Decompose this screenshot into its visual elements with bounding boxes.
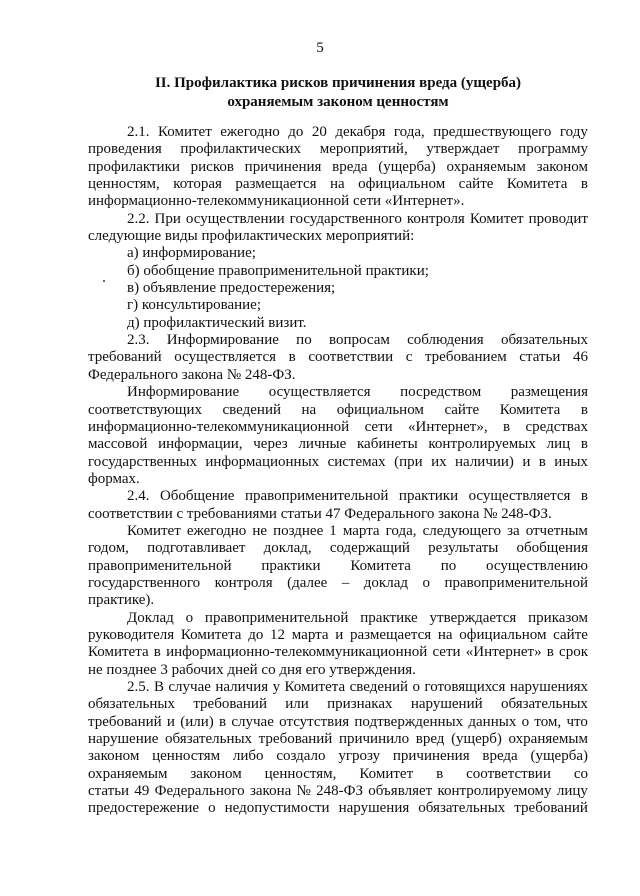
word: которая: [173, 176, 222, 193]
word: При: [154, 210, 181, 227]
word: недопустимости: [224, 800, 330, 817]
word: по: [440, 557, 457, 574]
word: государственного: [289, 210, 402, 227]
text-line: [88, 176, 588, 193]
word: случае: [231, 713, 274, 730]
word: обязательных: [500, 696, 588, 713]
word: в: [580, 436, 588, 453]
word: Комитет: [127, 522, 181, 539]
text-line: [88, 228, 588, 245]
word: доклад: [363, 574, 408, 591]
word: 2.5.: [127, 679, 150, 695]
section-title: [88, 74, 588, 112]
word: (ущерба): [530, 748, 588, 765]
word: требований: [193, 696, 267, 713]
word: 2.3.: [127, 332, 150, 349]
word: через: [253, 436, 288, 453]
word: контролируемых: [428, 436, 536, 453]
word: лиц: [546, 436, 571, 453]
word: со: [573, 765, 588, 782]
word: о: [521, 713, 530, 730]
word: о: [412, 679, 420, 695]
word: предостережение: [88, 800, 200, 817]
word: статьи: [519, 349, 561, 366]
word: обязательных: [165, 731, 253, 748]
word: осуществлению: [486, 557, 588, 574]
word: нарушений: [410, 696, 483, 713]
word: году: [559, 124, 588, 140]
word: вопросам: [328, 332, 390, 349]
line-text: практике).: [88, 592, 155, 609]
section-title-line-1: II. Профилактика рисков причинения вреда (ущерба): [154, 75, 522, 91]
word: или: [285, 696, 309, 713]
word: Информирование: [127, 384, 240, 401]
text-line: [88, 523, 588, 540]
word: официальном: [459, 626, 547, 643]
word: государственного: [88, 574, 201, 591]
word: осуществляется: [268, 384, 371, 401]
word: В: [153, 679, 164, 695]
text-line: [88, 679, 588, 696]
word: отчетным: [525, 522, 588, 539]
text-line: [88, 367, 588, 384]
word: данных: [468, 713, 517, 730]
word: их: [431, 453, 447, 470]
word: массовой: [88, 436, 148, 453]
text-line: [88, 436, 588, 453]
text-line: [88, 558, 588, 575]
text-line: [88, 332, 588, 349]
word: 2.1.: [127, 124, 150, 140]
word: требований: [88, 349, 162, 366]
text-line: [88, 193, 588, 210]
word: соответствующих: [88, 401, 202, 418]
word: проведения: [88, 141, 162, 158]
word: Комитета: [506, 176, 568, 193]
word: законом: [536, 158, 588, 175]
word: правоприменительной: [244, 488, 389, 505]
text-line: [88, 141, 588, 158]
text-line: [88, 471, 588, 488]
word: подготавливает: [147, 540, 246, 557]
word: информационных: [205, 453, 320, 470]
word: подтвержденных: [354, 713, 464, 730]
word: вреда: [482, 748, 518, 765]
word: сведений: [349, 679, 409, 695]
text-line: [88, 696, 588, 713]
word: марта: [291, 626, 329, 643]
word: Комитета: [180, 626, 242, 643]
word: программу: [518, 141, 588, 158]
word: требованием: [424, 349, 507, 366]
word: Комитета: [284, 679, 346, 695]
word: осуществляется: [468, 488, 571, 505]
word: практики: [261, 557, 321, 574]
word: 46: [572, 349, 588, 366]
word: соответствии: [466, 765, 551, 782]
word: признаках: [327, 696, 393, 713]
word: кабинеты: [356, 436, 418, 453]
word: готовящихся: [424, 679, 506, 695]
word: на: [301, 401, 317, 418]
word: законом: [190, 765, 242, 782]
document-body: [88, 124, 588, 818]
word: 248-ФЗ: [316, 783, 364, 800]
word: до: [288, 124, 304, 140]
word: обобщения: [516, 540, 588, 557]
line-text: не позднее 3 рабочих дней со дня его утверждения.: [88, 661, 416, 678]
word: утверждается: [429, 609, 517, 626]
text-line: [88, 766, 588, 783]
word: средствах: [525, 418, 588, 435]
word: срок: [559, 644, 588, 661]
word: за: [507, 522, 520, 539]
word: причинения: [244, 158, 322, 175]
word: информации,: [158, 436, 243, 453]
line-text: а) информирование;: [127, 245, 256, 262]
word: охраняемым: [446, 158, 526, 175]
word: объявляет: [368, 783, 433, 800]
word: до: [248, 626, 264, 643]
word: статьи: [88, 783, 130, 800]
word: ценностям: [152, 748, 221, 765]
word: года,: [393, 124, 425, 140]
word: следующего: [422, 522, 502, 539]
word: в: [503, 418, 511, 435]
word: сведений: [222, 401, 281, 418]
word: угрозу: [338, 748, 381, 765]
word: результаты: [428, 540, 499, 557]
text-line: [88, 315, 588, 332]
word: требований: [88, 713, 162, 730]
word: сети: [364, 418, 393, 435]
word: требований: [514, 800, 588, 817]
text-line: [88, 263, 588, 280]
word: создало: [276, 748, 326, 765]
word: о: [185, 609, 194, 626]
word: вреда: [332, 158, 368, 175]
word: мероприятий,: [319, 141, 408, 158]
word: ежегодно: [220, 124, 280, 140]
line-text: б) обобщение правоприменительной практики;: [127, 262, 429, 279]
word: приказом: [528, 609, 588, 626]
word: требований: [258, 731, 333, 748]
word: в: [580, 401, 588, 418]
word: нарушениях: [509, 679, 588, 695]
word: у: [272, 679, 281, 695]
text-line: [88, 592, 588, 609]
word: с: [405, 349, 413, 366]
text-line: [88, 731, 588, 748]
word: том,: [534, 713, 562, 730]
word: о: [208, 800, 216, 817]
word: года,: [385, 522, 417, 539]
word: правоприменительной: [204, 609, 349, 626]
word: контроля: [214, 574, 273, 591]
word: Доклад: [127, 609, 174, 626]
word: охраняемым: [508, 731, 588, 748]
word: проводит: [528, 210, 588, 227]
word: сайте: [553, 626, 588, 643]
word: наличия: [215, 679, 269, 695]
word: Комитета: [499, 401, 561, 418]
word: Информирование: [166, 332, 279, 349]
line-text: д) профилактический визит.: [127, 314, 307, 331]
text-line: [88, 159, 588, 176]
word: Федерального: [154, 783, 245, 800]
word: (или): [180, 713, 214, 730]
word: профилактики: [88, 158, 180, 175]
word: 49: [134, 783, 150, 800]
word: «Интернет»,: [408, 418, 488, 435]
word: предшествующего: [433, 124, 552, 140]
text-line: [88, 488, 588, 505]
word: государственных: [88, 453, 197, 470]
word: посредством: [400, 384, 482, 401]
word: ценностям,: [88, 176, 160, 193]
line-text: г) консультирование;: [127, 297, 262, 314]
word: доклад,: [263, 540, 312, 557]
text-line: [88, 714, 588, 731]
text-line: [88, 454, 588, 471]
word: охраняемым: [88, 765, 168, 782]
text-line: [88, 349, 588, 366]
word: наличии): [455, 453, 514, 470]
word: нарушение: [88, 731, 159, 748]
word: 2.4.: [127, 488, 150, 505]
word: Комитет: [157, 124, 212, 140]
word: правоприменительной: [88, 557, 232, 574]
word: практики: [398, 488, 459, 505]
word: практике: [360, 609, 418, 626]
word: закона: [249, 783, 292, 800]
line-text: в) объявление предостережения;: [127, 280, 336, 297]
word: контроля: [406, 210, 465, 227]
word: обязательных: [500, 332, 588, 349]
word: обязательных: [418, 800, 506, 817]
word: лицу: [556, 783, 588, 800]
word: 1: [329, 522, 337, 539]
word: информационно-телекоммуникационной: [166, 644, 428, 661]
word: сайте: [444, 401, 480, 418]
word: информационно-телекоммуникационной: [88, 418, 350, 435]
word: официальном: [358, 176, 446, 193]
word: соответствии: [308, 349, 394, 366]
word: что: [566, 713, 588, 730]
word: №: [296, 783, 311, 800]
word: либо: [232, 748, 264, 765]
word: Комитет: [359, 765, 414, 782]
line-text: соответствии с требованиями статьи 47 Федерального закона № 248-ФЗ.: [88, 505, 552, 522]
word: Обобщение: [159, 488, 235, 505]
word: –: [341, 574, 350, 591]
word: годом,: [88, 540, 129, 557]
word: сайте: [458, 176, 494, 193]
text-line: [88, 402, 588, 419]
page-number: 5: [316, 40, 324, 56]
word: обязательных: [88, 696, 175, 713]
text-line: [88, 419, 588, 436]
word: осуществлении: [185, 210, 285, 227]
word: 12: [270, 626, 286, 643]
word: позднее: [273, 522, 324, 539]
word: в: [153, 644, 161, 661]
text-line: [88, 644, 588, 661]
section-title-line-2: охраняемым законом ценностям: [227, 94, 449, 110]
word: и: [522, 453, 531, 470]
word: системах: [327, 453, 386, 470]
word: рисков: [190, 158, 234, 175]
word: Комитета: [350, 557, 411, 574]
word: декабря: [335, 124, 386, 140]
word: не: [252, 522, 268, 539]
word: в: [436, 765, 444, 782]
text-line: [88, 800, 588, 817]
word: причинения: [392, 748, 470, 765]
line-text: информационно-телекоммуникационной сети «Интернет».: [88, 193, 465, 210]
word: ежегодно: [186, 522, 247, 539]
word: утверждает: [426, 141, 500, 158]
word: (ущерб): [451, 731, 502, 748]
word: официальном: [336, 401, 424, 418]
word: в: [219, 713, 227, 730]
word: в: [580, 176, 588, 193]
word: в: [538, 453, 546, 470]
word: отсутствия: [279, 713, 350, 730]
word: по: [296, 332, 312, 349]
word: (ущерба): [378, 158, 436, 175]
text-line: [88, 297, 588, 314]
text-line: [88, 211, 588, 228]
text-line: [88, 783, 588, 800]
word: в: [546, 644, 554, 661]
word: о: [422, 574, 430, 591]
word: Комитет: [469, 210, 524, 227]
text-line: [88, 610, 588, 627]
text-line: [88, 280, 588, 297]
text-line: [88, 540, 588, 557]
word: «Интернет»: [465, 644, 542, 661]
word: ценностям,: [264, 765, 337, 782]
line-text: Федерального закона № 248-ФЗ.: [88, 366, 296, 383]
text-line: [88, 748, 588, 765]
word: 2.2.: [127, 210, 150, 227]
word: сети: [432, 644, 461, 661]
word: Комитета: [88, 644, 149, 661]
word: (при: [394, 453, 423, 470]
word: руководителя: [88, 626, 175, 643]
word: законом: [88, 748, 140, 765]
word: 20: [311, 124, 327, 140]
word: размещается: [235, 176, 317, 193]
word: размещения: [510, 384, 588, 401]
text-line: [88, 384, 588, 401]
text-line: [88, 575, 588, 592]
line-text: формах.: [88, 470, 140, 487]
word: в: [580, 488, 588, 505]
text-line: [88, 245, 588, 262]
word: в: [288, 349, 296, 366]
text-line: [88, 506, 588, 523]
word: контролируемому: [437, 783, 552, 800]
word: профилактических: [180, 141, 302, 158]
line-text: следующие виды профилактических мероприятий:: [88, 228, 415, 245]
word: случае: [168, 679, 211, 695]
word: размещается: [349, 626, 432, 643]
word: на: [437, 626, 453, 643]
word: нарушения: [338, 800, 410, 817]
word: правоприменительной: [444, 574, 588, 591]
word: осуществляется: [174, 349, 277, 366]
word: вред: [415, 731, 445, 748]
word: марта: [342, 522, 380, 539]
word: (далее: [287, 574, 328, 591]
word: иных: [554, 453, 588, 470]
text-line: [88, 662, 588, 679]
text-line: [88, 627, 588, 644]
word: и: [335, 626, 344, 643]
word: причинило: [338, 731, 410, 748]
text-line: [88, 124, 588, 141]
word: содержащий: [329, 540, 410, 557]
word: личные: [298, 436, 347, 453]
word: на: [329, 176, 345, 193]
word: соблюдения: [407, 332, 484, 349]
word: и: [166, 713, 175, 730]
